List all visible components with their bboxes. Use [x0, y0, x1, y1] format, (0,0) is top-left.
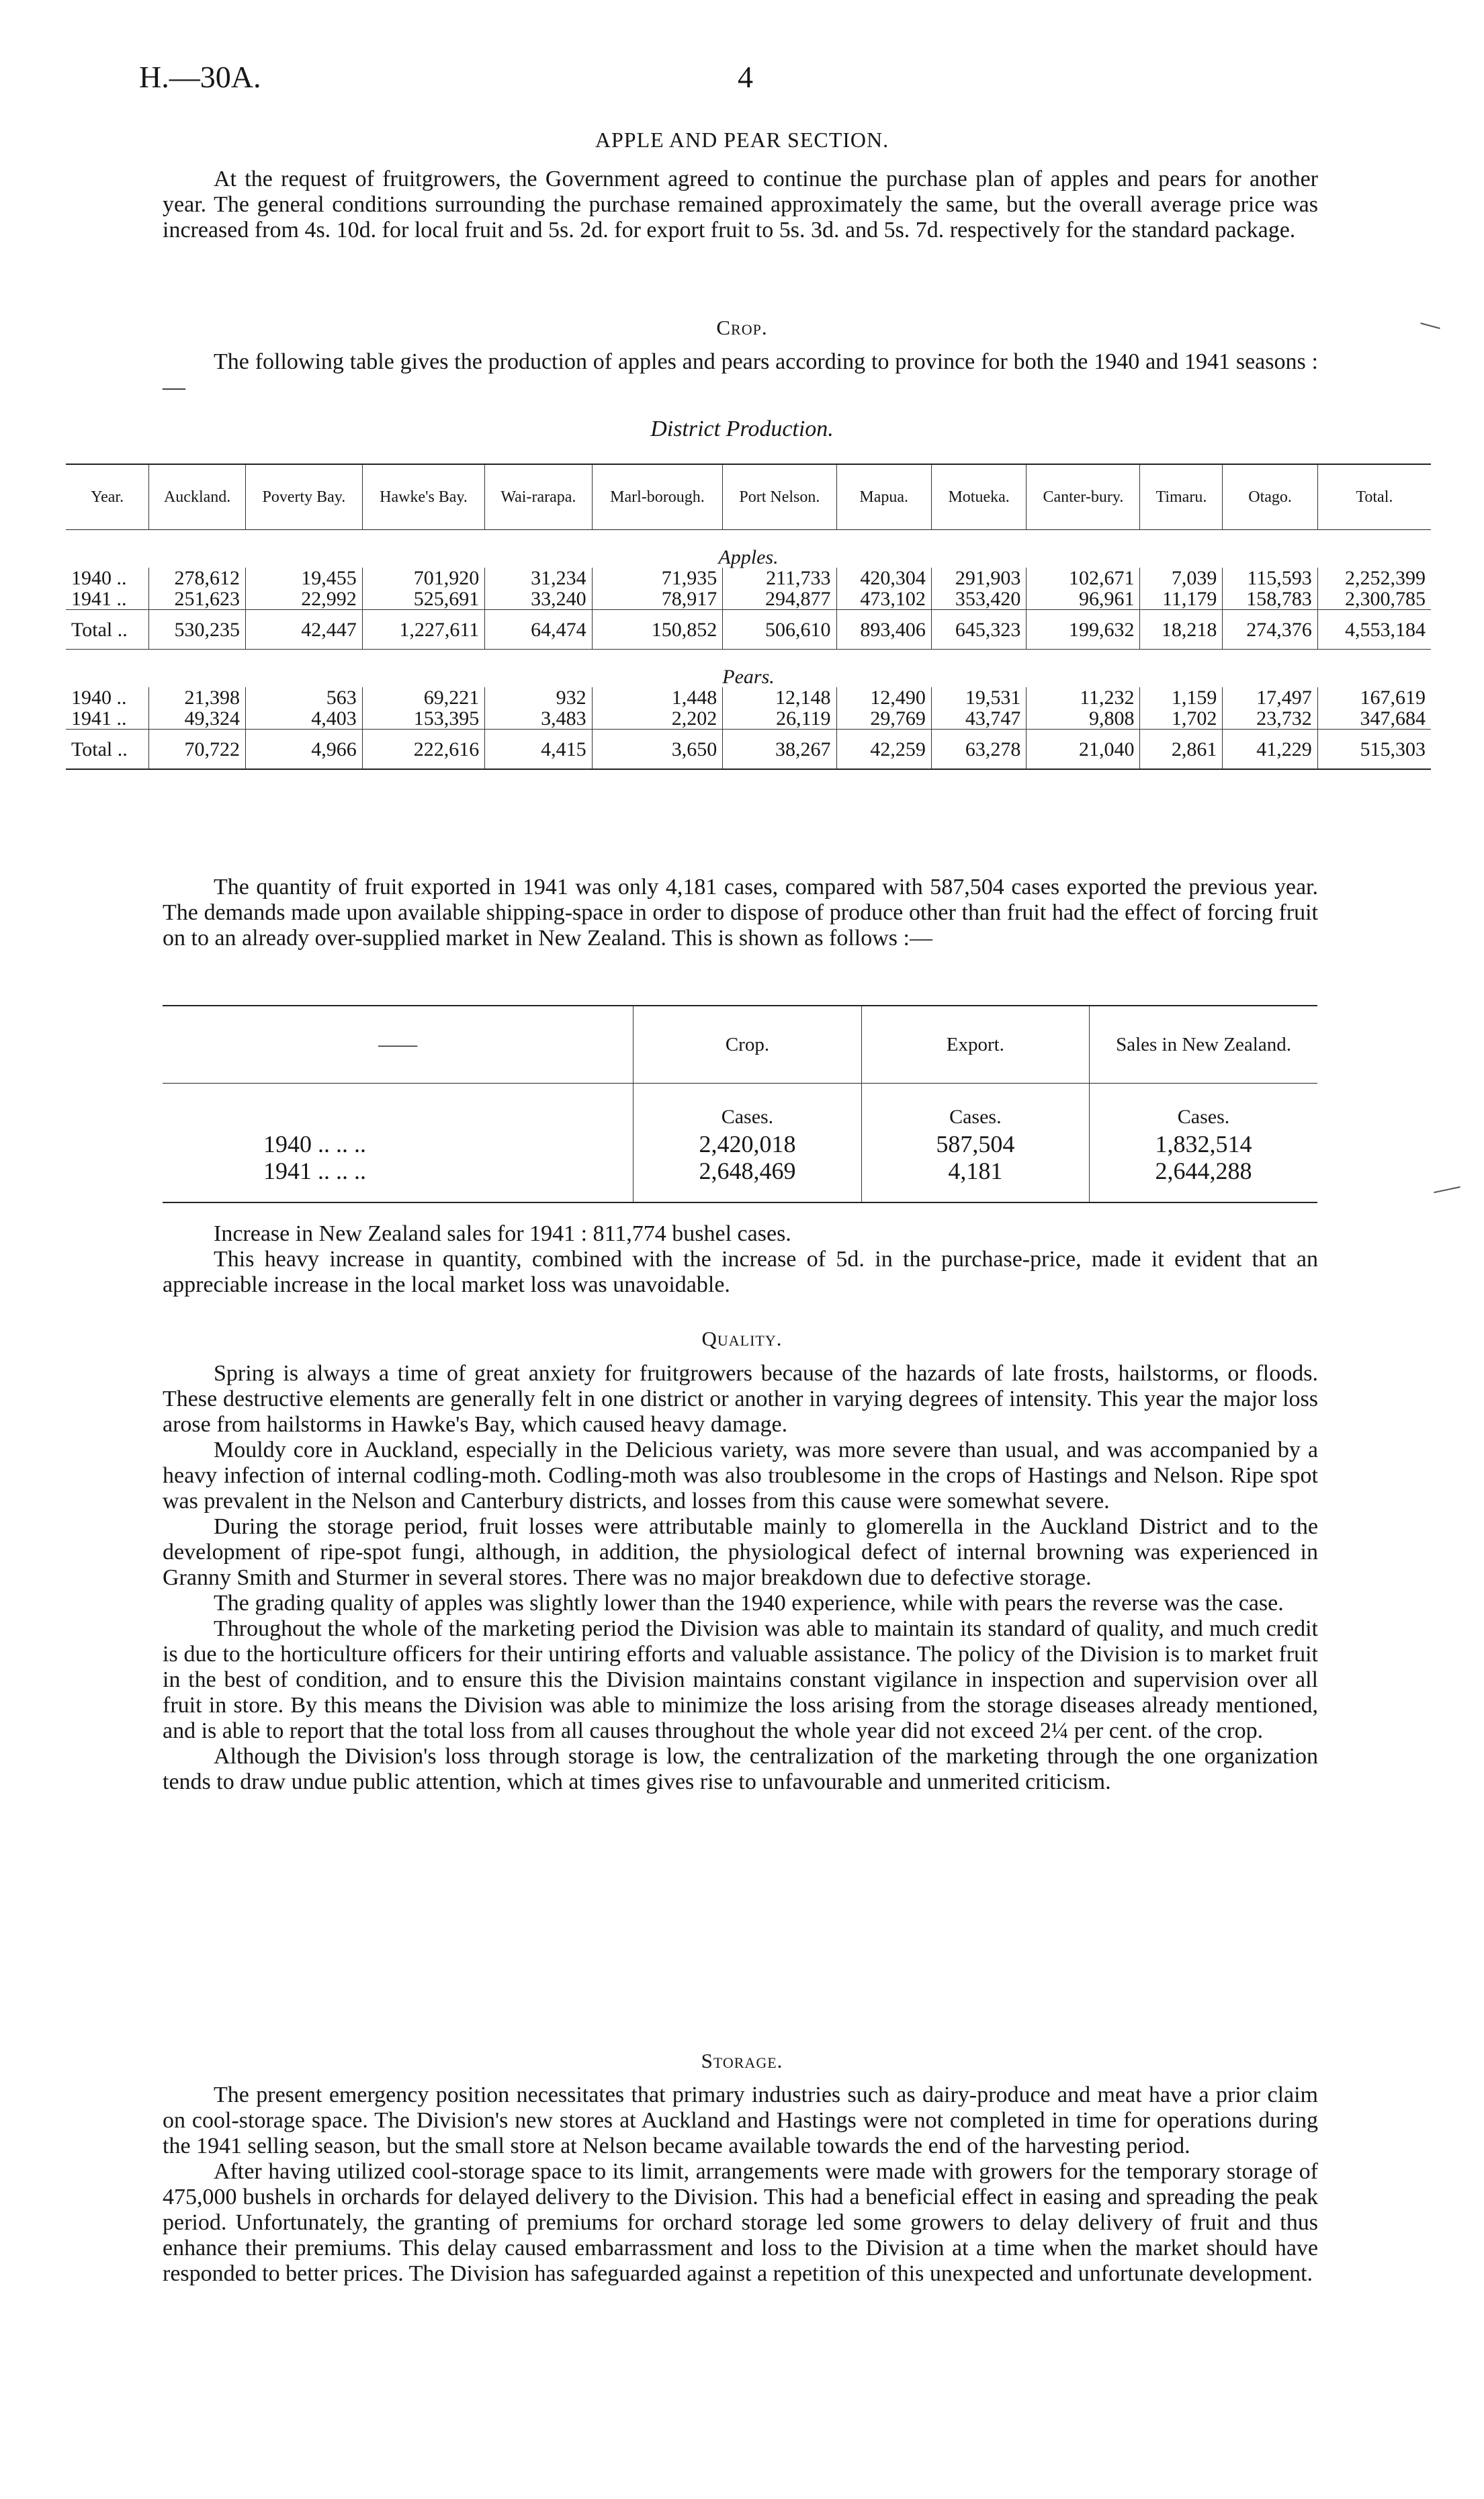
- table-cell: 1,227,611: [362, 610, 484, 650]
- table-cell: 4,403: [245, 708, 362, 730]
- column-header: Total.: [1317, 464, 1431, 530]
- storage-section: [163, 2082, 1318, 2287]
- table-cell: 23,732: [1223, 708, 1317, 730]
- table-cell: 563: [245, 687, 362, 708]
- table-row: [66, 568, 1431, 588]
- table-row: [66, 687, 1431, 708]
- total-row: [66, 610, 1431, 650]
- table-cell: 4,966: [245, 730, 362, 770]
- table-cell: 893,406: [836, 610, 931, 650]
- table-cell: 515,303: [1317, 730, 1431, 770]
- table-cell: 701,920: [362, 568, 484, 588]
- column-header: ——: [378, 1034, 418, 1055]
- column-header: Port Nelson.: [723, 464, 836, 530]
- table-cell: 4,181: [861, 1157, 1089, 1202]
- table-cell: 211,733: [723, 568, 836, 588]
- table-cell: 525,691: [362, 588, 484, 610]
- intro-paragraph: [163, 167, 1318, 243]
- table-cell: 42,259: [836, 730, 931, 770]
- units-row: [163, 1084, 1317, 1131]
- table-cell: 71,935: [592, 568, 723, 588]
- table-cell: 2,202: [592, 708, 723, 730]
- table-cell: 7,039: [1140, 568, 1223, 588]
- quality-heading: Quality.: [701, 1327, 783, 1350]
- table-cell: 41,229: [1223, 730, 1317, 770]
- crop-heading: Crop.: [716, 316, 768, 339]
- table-cell: 3,483: [485, 708, 592, 730]
- table-cell: 9,808: [1027, 708, 1140, 730]
- document-reference: H.—30A.: [139, 60, 261, 94]
- table-cell: 12,490: [836, 687, 931, 708]
- table-cell: 158,783: [1223, 588, 1317, 610]
- table-cell: 153,395: [362, 708, 484, 730]
- table-cell: 43,747: [931, 708, 1026, 730]
- row-label: 1941 ..: [71, 707, 127, 730]
- table-row: [66, 588, 1431, 610]
- section-row: [66, 650, 1431, 688]
- column-header: Sales in New Zealand.: [1090, 1006, 1317, 1084]
- table-cell: 17,497: [1223, 687, 1317, 708]
- table-cell: 3,650: [592, 730, 723, 770]
- row-label: Total ..: [66, 730, 149, 770]
- column-header: Wai-rarapa.: [485, 464, 592, 530]
- increase-line: Increase in New Zealand sales for 1941 : 811,774 bushel cases.: [214, 1221, 791, 1246]
- table-cell: 291,903: [931, 568, 1026, 588]
- table-cell: 18,218: [1140, 610, 1223, 650]
- section-label: Pears.: [722, 666, 775, 688]
- table-row: [163, 1131, 1317, 1157]
- row-label: 1940 ..: [71, 687, 127, 709]
- column-header: Marl-borough.: [592, 464, 723, 530]
- storage-paragraph: The present emergency position necessitates that primary industries such as dairy-produce and meat have a prior claim on cool-storage space. The Division's new stores at Auckland and Hastings were not completed in time for operations during the 1941 selling season, but the small store at Nelson became available towards the end of the harvesting period.: [163, 2082, 1318, 2158]
- table-cell: 2,644,288: [1090, 1157, 1317, 1202]
- table-cell: 49,324: [149, 708, 246, 730]
- table-cell: 2,300,785: [1317, 588, 1431, 610]
- quality-paragraph: Spring is always a time of great anxiety for fruitgrowers because of the hazards of late frosts, hailstorms, or floods. These destructive elements are generally felt in one district or another in varying degrees of intensity. This year the major loss arose from hailstorms in Hawke's Bay, which caused heavy damage.: [163, 1361, 1318, 1437]
- table-cell: 64,474: [485, 610, 592, 650]
- table-cell: 21,398: [149, 687, 246, 708]
- quality-paragraph: During the storage period, fruit losses were attributable mainly to glomerella in the Auckland District and to the development of ripe-spot fungi, although, in addition, the physiological defect of internal browning was experienced in Granny Smith and Sturmer in several stores. There was no major breakdown due to defective storage.: [163, 1514, 1318, 1590]
- increase-paragraph: [163, 1247, 1318, 1298]
- storage-paragraph: After having utilized cool-storage space to its limit, arrangements were made with growers for the temporary storage of 475,000 bushels in orchards for delayed delivery to the Division. This had a beneficial effect in easing and spreading the peak period. Unfortunately, the granting of premiums for orchard storage led some growers to delay delivery of fruit and thus enhance their premiums. This delay caused embarrassment and loss to the Division at a time when the market should have responded to better prices. The Division has safeguarded against a repetition of this unexpected and unfortunate development.: [163, 2159, 1318, 2286]
- margin-mark: [1434, 1186, 1460, 1193]
- crop-text: The following table gives the production of apples and pears according to province for both the 1940 and 1941 seasons :—: [163, 349, 1318, 400]
- table-cell: 587,504: [861, 1131, 1089, 1157]
- units-spacer: [163, 1084, 634, 1131]
- table-cell: 932: [485, 687, 592, 708]
- table-cell: 96,961: [1027, 588, 1140, 610]
- table-cell: 26,119: [723, 708, 836, 730]
- table-row: [66, 708, 1431, 730]
- row-label: 1940 ..: [71, 567, 127, 589]
- column-header: Export.: [861, 1006, 1089, 1084]
- quality-paragraph: The grading quality of apples was slightly lower than the 1940 experience, while with pears the reverse was the case.: [214, 1591, 1284, 1616]
- storage-heading: Storage.: [701, 2049, 783, 2072]
- table-cell: 70,722: [149, 730, 246, 770]
- column-header: Year.: [91, 488, 124, 506]
- column-header: Canter-bury.: [1027, 464, 1140, 530]
- table-cell: 1,448: [592, 687, 723, 708]
- table-cell: 78,917: [592, 588, 723, 610]
- table-cell: 4,415: [485, 730, 592, 770]
- table-cell: 294,877: [723, 588, 836, 610]
- table-cell: 31,234: [485, 568, 592, 588]
- table-cell: 2,648,469: [634, 1157, 861, 1202]
- table-cell: 12,148: [723, 687, 836, 708]
- comparison-table-header-row: [163, 1006, 1317, 1084]
- table-cell: 1,702: [1140, 708, 1223, 730]
- table-cell: 102,671: [1027, 568, 1140, 588]
- row-label: 1941 .. .. ..: [163, 1157, 634, 1202]
- increase-text: This heavy increase in quantity, combined with the increase of 5d. in the purchase-price, made it evident that an appreciable increase in the local market loss was unavoidable.: [163, 1247, 1318, 1297]
- table-cell: 4,553,184: [1317, 610, 1431, 650]
- table-cell: 473,102: [836, 588, 931, 610]
- units-label: Cases.: [861, 1084, 1089, 1131]
- quality-paragraph: Throughout the whole of the marketing period the Division was able to maintain its standard of quality, and much credit is due to the horticulture officers for their untiring efforts and valuable assistance. The policy of the Division is to market fruit in the best of condition, and to ensure this the Division maintains constant vigilance in inspection and supervision over all fruit in store. By this means the Division was able to minimize the loss arising from the storage diseases already mentioned, and is able to report that the total loss from all causes throughout the whole year did not exceed 2¼ per cent. of the crop.: [163, 1616, 1318, 1743]
- table-cell: 63,278: [931, 730, 1026, 770]
- table-cell: 42,447: [245, 610, 362, 650]
- table-cell: 274,376: [1223, 610, 1317, 650]
- table-cell: 251,623: [149, 588, 246, 610]
- column-header: Otago.: [1223, 464, 1317, 530]
- district-table-title: District Production.: [650, 416, 834, 441]
- units-label: Cases.: [634, 1084, 861, 1131]
- row-label: Total ..: [66, 610, 149, 650]
- table-cell: 199,632: [1027, 610, 1140, 650]
- table-cell: 11,232: [1027, 687, 1140, 708]
- district-production-table: [66, 464, 1431, 770]
- table-row: [163, 1157, 1317, 1202]
- table-cell: 2,420,018: [634, 1131, 861, 1157]
- column-header: Crop.: [634, 1006, 861, 1084]
- table-cell: 38,267: [723, 730, 836, 770]
- page-number: 4: [738, 60, 753, 94]
- table-cell: 353,420: [931, 588, 1026, 610]
- table-cell: 278,612: [149, 568, 246, 588]
- table-cell: 222,616: [362, 730, 484, 770]
- column-header: Auckland.: [149, 464, 246, 530]
- table-cell: 150,852: [592, 610, 723, 650]
- crop-paragraph: [163, 349, 1318, 400]
- table-cell: 33,240: [485, 588, 592, 610]
- table-cell: 11,179: [1140, 588, 1223, 610]
- intro-text: At the request of fruitgrowers, the Government agreed to continue the purchase plan of apples and pears for another year. The general conditions surrounding the purchase remained approximately the same, but the overall average price was increased from 4s. 10d. for local fruit and 5s. 2d. for export fruit to 5s. 3d. and 5s. 7d. respectively for the standard package.: [163, 167, 1318, 243]
- table-cell: 115,593: [1223, 568, 1317, 588]
- column-header: Hawke's Bay.: [362, 464, 484, 530]
- export-text: The quantity of fruit exported in 1941 was only 4,181 cases, compared with 587,504 cases exported the previous year. The demands made upon available shipping-space in order to dispose of produce other than fruit had the effect of forcing fruit on to an already over-supplied market in New Zealand. This is shown as follows :—: [163, 875, 1318, 951]
- comparison-table: [163, 1005, 1317, 1203]
- row-label: 1940 .. .. ..: [263, 1131, 366, 1157]
- table-cell: 645,323: [931, 610, 1026, 650]
- column-header: Motueka.: [931, 464, 1026, 530]
- table-cell: 21,040: [1027, 730, 1140, 770]
- table-cell: 29,769: [836, 708, 931, 730]
- table-cell: 1,832,514: [1090, 1131, 1317, 1157]
- section-row: [66, 530, 1431, 568]
- table-cell: 530,235: [149, 610, 246, 650]
- table-cell: 1,159: [1140, 687, 1223, 708]
- row-label: 1941 ..: [71, 588, 127, 610]
- table-cell: 69,221: [362, 687, 484, 708]
- table-cell: 22,992: [245, 588, 362, 610]
- table-cell: 2,252,399: [1317, 568, 1431, 588]
- units-label: Cases.: [1090, 1084, 1317, 1131]
- table-cell: 2,861: [1140, 730, 1223, 770]
- table-cell: 19,531: [931, 687, 1026, 708]
- section-label: Apples.: [718, 546, 779, 568]
- table-cell: 347,684: [1317, 708, 1431, 730]
- quality-paragraph: Mouldy core in Auckland, especially in the Delicious variety, was more severe than usual, and was accompanied by a heavy infection of internal codling-moth. Codling-moth was also troublesome in the crops of Hastings and Nelson. Ripe spot was prevalent in the Nelson and Canterbury districts, and losses from this cause were somewhat severe.: [163, 1438, 1318, 1514]
- quality-section: [163, 1361, 1318, 1795]
- table-cell: 167,619: [1317, 687, 1431, 708]
- export-paragraph: [163, 875, 1318, 951]
- quality-paragraph: Although the Division's loss through storage is low, the centralization of the marketing through the one organization tends to draw undue public attention, which at times gives rise to unfavourable and unmerited criticism.: [163, 1744, 1318, 1794]
- column-header: Poverty Bay.: [245, 464, 362, 530]
- column-header: Timaru.: [1140, 464, 1223, 530]
- district-table-header-row: [66, 464, 1431, 530]
- section-title: APPLE AND PEAR SECTION.: [595, 128, 889, 152]
- table-cell: 506,610: [723, 610, 836, 650]
- table-cell: 19,455: [245, 568, 362, 588]
- column-header: Mapua.: [836, 464, 931, 530]
- total-row: [66, 730, 1431, 770]
- table-cell: 420,304: [836, 568, 931, 588]
